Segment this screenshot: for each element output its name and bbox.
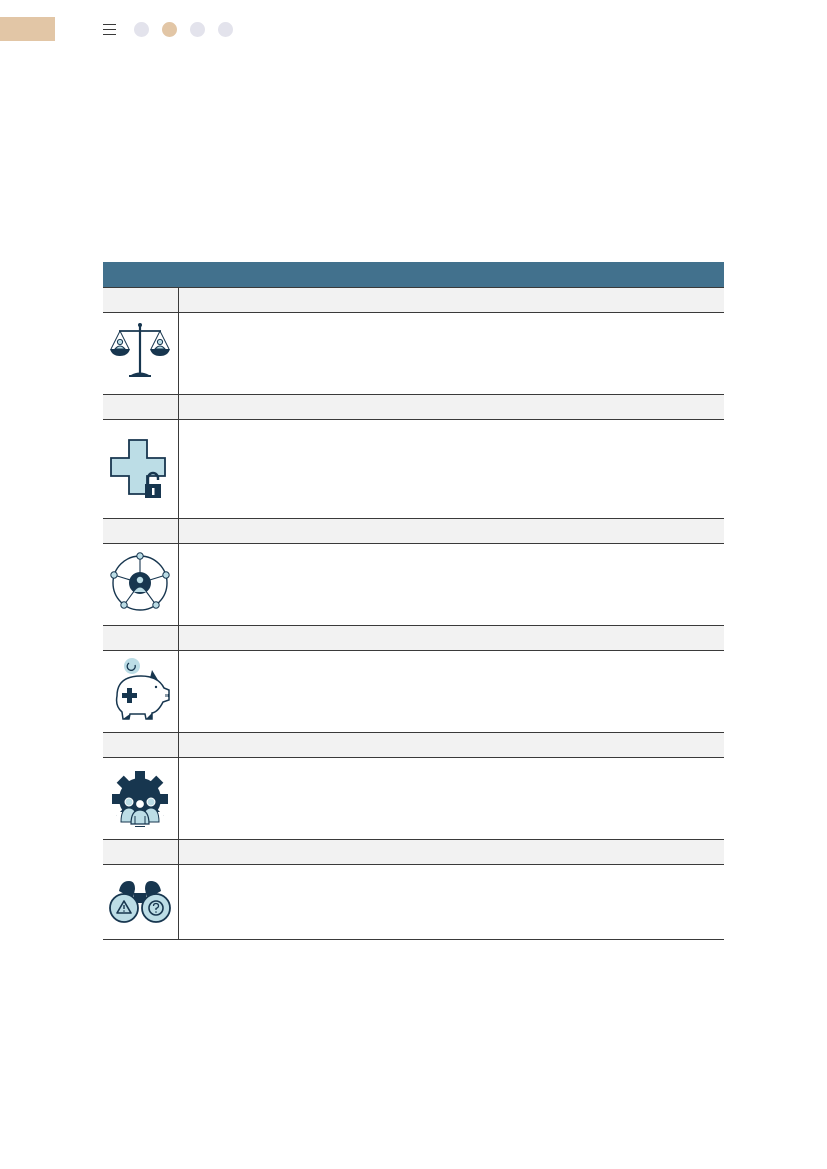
icon-cell <box>103 544 178 626</box>
label-cell-icon <box>103 626 178 651</box>
table-label-row <box>103 840 724 865</box>
page-dot-4[interactable] <box>218 22 233 37</box>
icon-cell <box>103 865 178 940</box>
table-header <box>103 262 724 288</box>
label-cell-text <box>178 840 724 865</box>
label-cell-icon <box>103 288 178 313</box>
table-row <box>103 758 724 840</box>
row-text <box>178 758 724 840</box>
row-text <box>178 420 724 519</box>
label-cell-text <box>178 626 724 651</box>
corner-tab <box>0 17 55 41</box>
piggy-bank-health-icon <box>108 656 172 722</box>
row-text <box>178 651 724 733</box>
label-cell-text <box>178 733 724 758</box>
table-label-row <box>103 288 724 313</box>
icon-cell <box>103 758 178 840</box>
icon-cell <box>103 420 178 519</box>
page-dot-2[interactable] <box>162 22 177 37</box>
table-row <box>103 651 724 733</box>
table-label-row <box>103 519 724 544</box>
row-text <box>178 544 724 626</box>
label-cell-icon <box>103 733 178 758</box>
table-row <box>103 544 724 626</box>
label-cell-text <box>178 519 724 544</box>
label-cell-text <box>178 288 724 313</box>
label-cell-text <box>178 395 724 420</box>
icon-cell <box>103 651 178 733</box>
page-dot-3[interactable] <box>190 22 205 37</box>
binoculars-warning-icon <box>109 879 171 925</box>
label-cell-icon <box>103 519 178 544</box>
scales-of-justice-icon <box>109 321 171 383</box>
page-dots <box>134 22 233 37</box>
table-row <box>103 420 724 519</box>
table-row <box>103 865 724 940</box>
row-text <box>178 313 724 395</box>
table-row <box>103 313 724 395</box>
page-dot-1[interactable] <box>134 22 149 37</box>
gear-group-icon <box>109 768 171 830</box>
row-text <box>178 865 724 940</box>
table-label-row <box>103 626 724 651</box>
label-cell-icon <box>103 840 178 865</box>
person-network-icon <box>109 552 171 614</box>
table-label-row <box>103 395 724 420</box>
hamburger-menu-icon[interactable] <box>103 24 116 35</box>
medical-cross-unlock-icon <box>109 438 171 502</box>
label-cell-icon <box>103 395 178 420</box>
table-label-row <box>103 733 724 758</box>
icon-cell <box>103 313 178 395</box>
info-table <box>103 262 724 940</box>
